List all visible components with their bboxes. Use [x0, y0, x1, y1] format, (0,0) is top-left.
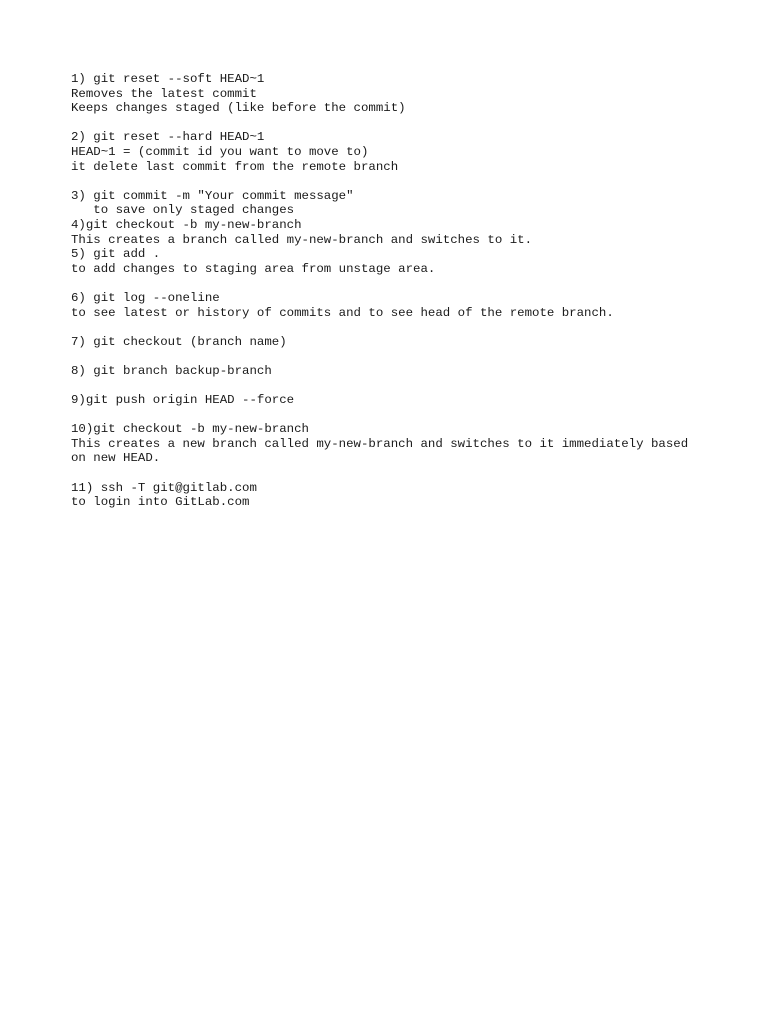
text-line: This creates a branch called my-new-branch and switches to it.: [71, 232, 533, 247]
document-body: [71, 72, 731, 510]
text-line: 6) git log --oneline: [71, 290, 220, 305]
text-line: on new HEAD.: [71, 451, 161, 466]
text-line: 7) git checkout (branch name): [71, 334, 287, 349]
blank-line: [71, 174, 731, 189]
blank-line: [71, 378, 731, 393]
text-line: 2) git reset --hard HEAD~1: [71, 130, 265, 145]
blank-line: [71, 466, 731, 481]
text-line: 4)git checkout -b my-new-branch: [71, 217, 302, 232]
text-line: 9)git push origin HEAD --force: [71, 393, 295, 408]
blank-line: [71, 276, 731, 291]
text-line: Removes the latest commit: [71, 86, 257, 101]
text-line: Keeps changes staged (like before the commit): [71, 101, 406, 116]
text-line: to add changes to staging area from unstage area.: [71, 261, 436, 276]
text-line: 1) git reset --soft HEAD~1: [71, 72, 265, 86]
text-line: 5) git add .: [71, 247, 161, 262]
text-line: it delete last commit from the remote branch: [71, 159, 399, 174]
text-line: to login into GitLab.com: [71, 495, 250, 510]
text-line: 8) git branch backup-branch: [71, 363, 272, 378]
text-line: 11) ssh -T git@gitlab.com: [71, 480, 257, 495]
text-line: 10)git checkout -b my-new-branch: [71, 422, 309, 437]
blank-line: [71, 320, 731, 335]
text-line: This creates a new branch called my-new-branch and switches to it immediately based: [71, 436, 689, 451]
text-line: HEAD~1 = (commit id you want to move to): [71, 144, 369, 159]
text-line: 3) git commit -m "Your commit message": [71, 188, 354, 203]
blank-line: [71, 408, 731, 423]
blank-line: [71, 349, 731, 364]
text-line: to save only staged changes: [71, 203, 295, 218]
text-line: to see latest or history of commits and to see head of the remote branch.: [71, 305, 614, 320]
blank-line: [71, 116, 731, 131]
